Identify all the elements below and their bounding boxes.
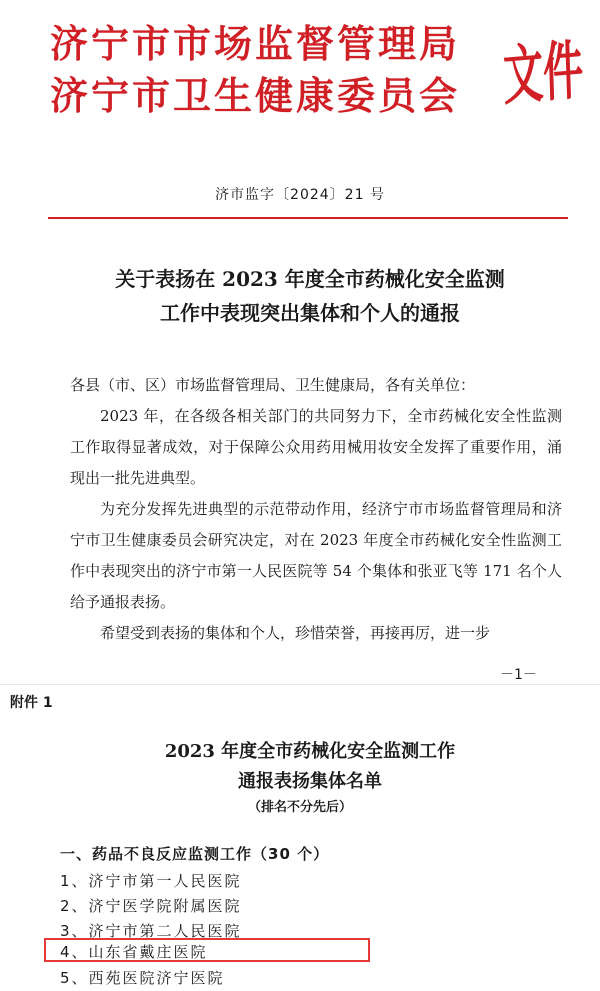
attachment-title-line-1: 2023 年度全市药械化安全监测工作 [164,741,456,762]
attachment-label: 附件 1 [10,695,53,711]
body-paragraph-3: 希望受到表扬的集体和个人，珍惜荣誉，再接再厉，进一步 [100,624,491,642]
page-break [0,684,600,685]
body-paragraph-2: 为充分发挥先进典型的示范带动作用，经济宁市市场监督管理局和济宁市卫生健康委员会研究决定，对在 2023 年度全市药械化安全性监测工作中表现突出的济宁市第一人民医院等 54 个集体和张亚飞等 171 名个人给予通报表扬。 [70,500,562,611]
document-type-mark: 文件 [502,33,585,114]
list-item: 3、济宁市第二人民医院 [60,922,242,940]
section-heading: 一、药品不良反应监测工作（30 个） [60,845,330,863]
issuer-line-2: 济宁市卫生健康委员会 [50,73,461,118]
issuer-line-1: 济宁市市场监督管理局 [50,21,461,66]
list-item: 2、济宁医学院附属医院 [60,897,242,915]
highlight-box [44,938,370,962]
salutation: 各县（市、区）市场监督管理局、卫生健康局，各有关单位： [70,376,476,394]
document-body [70,370,562,649]
list-item: 1、济宁市第一人民医院 [60,872,242,890]
document-title [40,262,580,330]
document-number: 济市监字〔2024〕21 号 [215,187,385,203]
ranking-note: （排名不分先后） [247,800,352,815]
list-item-highlighted: 4、山东省戴庄医院 [60,943,208,961]
attachment-title-line-2: 通报表扬集体名单 [238,771,382,792]
page-number: －1－ [500,667,537,683]
attachment-title [40,737,580,797]
body-paragraph-1: 2023 年，在各级各相关部门的共同努力下，全市药械化安全性监测工作取得显著成效，对于保障公众用药用械用妆安全发挥了重要作用，涌现出一批先进典型。 [70,407,562,487]
title-line-1: 关于表扬在 2023 年度全市药械化安全监测 [115,267,505,291]
list-item: 5、西苑医院济宁医院 [60,969,225,987]
red-divider [48,217,568,219]
title-line-2: 工作中表现突出集体和个人的通报 [160,301,460,325]
letterhead [50,18,510,122]
